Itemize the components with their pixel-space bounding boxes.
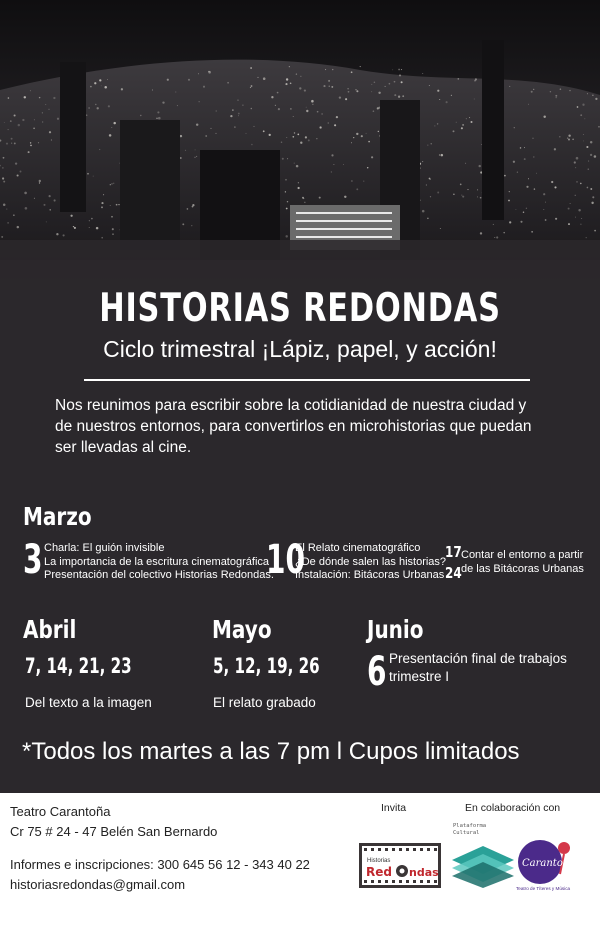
session-line: Presentación del colectivo Historias Redondas. xyxy=(44,569,274,581)
april-dates: 7, 14, 21, 23 xyxy=(25,654,132,678)
session-line: Charla: El guión invisible xyxy=(44,542,165,554)
logo-text: Teatro de Títeres y Música xyxy=(516,886,571,891)
logo-text: Historias xyxy=(367,858,391,864)
collab-label: En colaboración con xyxy=(465,802,561,814)
invita-label: Invita xyxy=(381,802,407,814)
march-day-3: 3 xyxy=(23,537,43,583)
logo-text: Carantoña xyxy=(522,858,576,869)
may-dates: 5, 12, 19, 26 xyxy=(213,654,320,678)
month-june: Junio xyxy=(367,615,424,644)
intro-text xyxy=(55,395,555,458)
april-topic: Del texto a la imagen xyxy=(25,695,152,710)
session-line: Presentación final de trabajos xyxy=(389,651,567,666)
march-session-2 xyxy=(295,542,446,583)
logo-text: ndas xyxy=(409,866,439,879)
contact-phones: Informes e inscripciones: 300 645 56 12 - 343 40 22 xyxy=(10,857,310,872)
contact-email[interactable]: historiasredondas@gmail.com xyxy=(10,877,186,892)
divider xyxy=(84,379,530,381)
plataforma-cultural-logo xyxy=(450,818,516,890)
march-session-1 xyxy=(44,542,274,583)
logo-text: Red xyxy=(366,865,392,879)
intro-line: ser llevadas al cine. xyxy=(55,439,192,456)
venue-address: Cr 75 # 24 - 47 Belén San Bernardo xyxy=(10,824,218,839)
intro-line: Nos reunimos para escribir sobre la cotidianidad de nuestra ciudad y xyxy=(55,397,527,414)
month-april: Abril xyxy=(23,615,77,644)
session-line: Instalación: Bitácoras Urbanas xyxy=(295,569,445,581)
logo-text: Cultural xyxy=(453,830,480,836)
session-line: trimestre I xyxy=(389,669,450,684)
venue-name: Teatro Carantoña xyxy=(10,804,111,819)
city-night-photo xyxy=(0,0,600,290)
june-session xyxy=(389,650,589,686)
june-day-6: 6 xyxy=(367,649,387,695)
session-line: Contar el entorno a partir xyxy=(461,549,584,561)
march-day-17: 17 xyxy=(445,543,462,561)
march-session-3 xyxy=(461,549,584,576)
session-line: El Relato cinematográfico xyxy=(295,542,421,554)
historias-redondas-logo xyxy=(359,843,441,888)
subtitle: Ciclo trimestral ¡Lápiz, papel, y acción! xyxy=(103,336,497,362)
carantona-logo xyxy=(514,830,596,894)
month-march: Marzo xyxy=(23,502,92,531)
month-may: Mayo xyxy=(212,615,272,644)
may-topic: El relato grabado xyxy=(213,695,316,710)
schedule-note: *Todos los martes a las 7 pm l Cupos limitados xyxy=(22,738,520,765)
intro-line: de nuestros entornos, para convertirlos en microhistorias que puedan xyxy=(55,418,532,435)
logo-text: Plataforma xyxy=(453,823,487,829)
session-line: ¿De dónde salen las historias? xyxy=(295,555,447,568)
march-day-24: 24 xyxy=(445,564,462,582)
session-line: La importancia de la escritura cinematográfica xyxy=(44,555,270,568)
march-day-10: 10 xyxy=(266,537,305,583)
page-title: HISTORIAS REDONDAS xyxy=(99,286,501,331)
session-line: de las Bitácoras Urbanas xyxy=(461,562,584,575)
